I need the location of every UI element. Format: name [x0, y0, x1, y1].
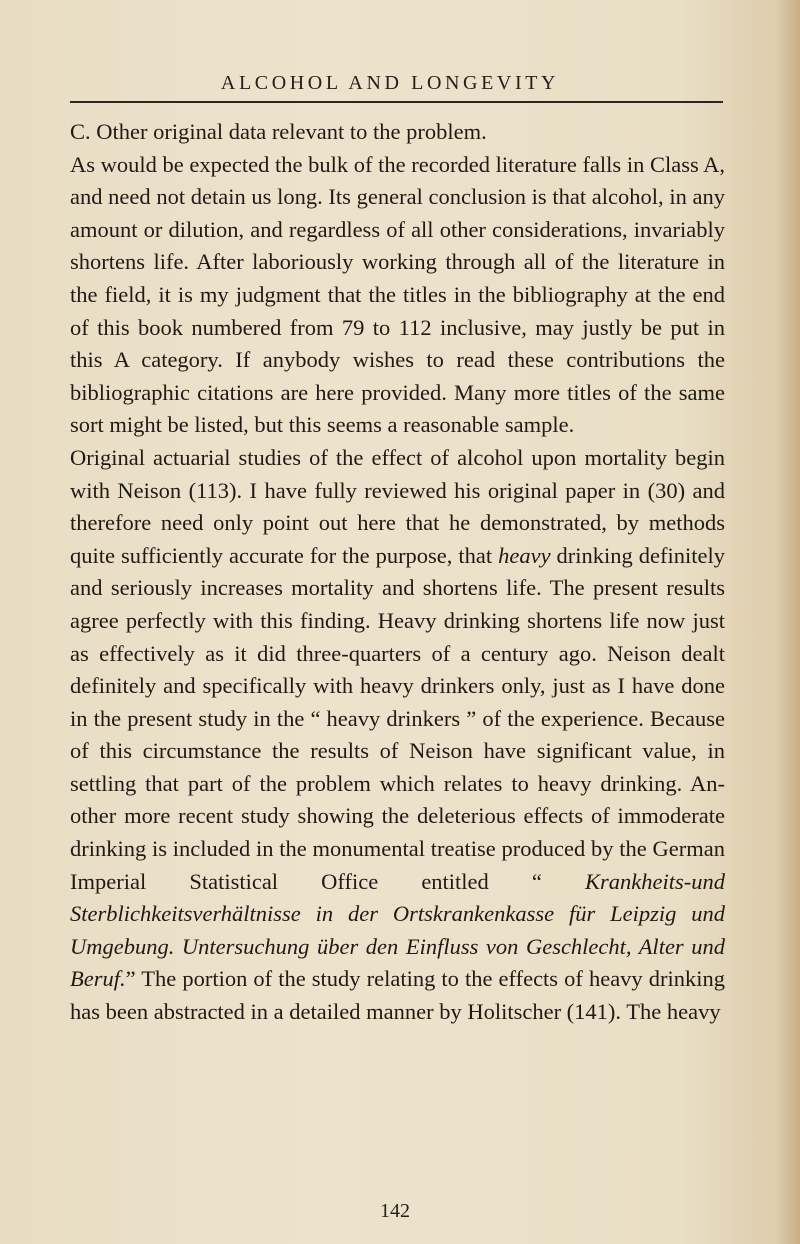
italic-title-run: Krankheits-und Sterblichkeitsverhältnisse in der Ortskrankenkasse für Leipzig und Umgebung. Untersuchung über den Einfluss von Geschlecht, Alter und Beruf.: [70, 868, 725, 992]
text-run: As would be expected the bulk of the recorded literature falls in Class A, and need not detain us long. Its general conclusion is that alcohol, in any amount or dilution, and regardless of all other considerations, invariably shortens life. After laboriously working through all of the literature in the field, it is my judgment that the titles in the bibliography at the end of this book numbered from 79 to 112 inclusive, may justly be put in this A category. If anybody wishes to read these contributions the bibliographic citations are here provided. Many more titles of the same sort might be listed, but this seems a reasonable sample.: [70, 151, 725, 438]
page-number: 142: [380, 1200, 410, 1222]
text-run: ” The portion of the study relating to the effects of heavy drinking has been abstracted in a detailed manner by Holitscher (141). The heavy: [70, 966, 725, 1025]
paragraph-class-a: [70, 149, 725, 442]
header-rule: [70, 101, 723, 103]
text-run: drinking definitely and seriously increases mortality and shortens life. The present results agree perfectly with this finding. Heavy drinking shortens life now just as effectively as it did three-quarters of a century ago. Neison dealt definitely and specifically with heavy drinkers only, just as I have done in the present study in the “ heavy drinkers ” of the experience. Because of this circumstance the results of Neison have significant value, in settling that part of the problem which relates to heavy drinking. Another more recent study showing the deleterious effects of immoderate drinking is included in the monumental treatise produced by the German Imperial Statistical Office entitled “: [70, 542, 725, 894]
text-run: Original actuarial studies of the effect of alcohol upon mortality begin with Neison (113). I have fully reviewed his original paper in (30) and therefore need only point out here that he demonstrated, by methods quite sufficiently accurate for the purpose, that: [70, 444, 725, 568]
page-edge-shadow: [776, 0, 800, 1244]
running-head: ALCOHOL AND LONGEVITY: [220, 72, 560, 94]
text-run: C. Other original data relevant to the problem.: [70, 119, 487, 144]
body-text: [70, 116, 725, 1029]
paragraph-actuarial-studies: [70, 442, 725, 1029]
paragraph-section-c: [70, 116, 725, 149]
italic-text-run: heavy: [498, 542, 551, 568]
